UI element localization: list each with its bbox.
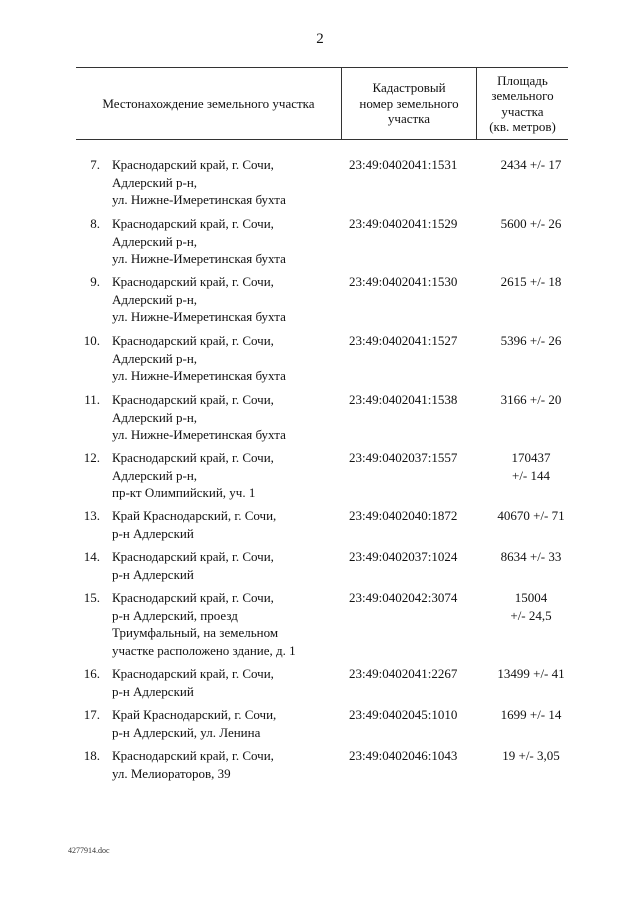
row-address: Краснодарский край, г. Сочи, р-н Адлерский, проезд Триумфальный, на земельном участке расположено здание, д. 1 (112, 590, 296, 658)
row-cadastral-number: 23:49:0402037:1024 (349, 549, 458, 564)
row-area: 1699 +/- 14 (500, 707, 562, 722)
row-number: 12. (83, 450, 100, 465)
row-area: 19 +/- 3,05 (502, 748, 560, 763)
row-area: 170437 +/- 144 (511, 450, 551, 483)
row-cadastral-number: 23:49:0402041:1531 (349, 157, 458, 172)
row-address: Краснодарский край, г. Сочи, Адлерский р-н, ул. Нижне-Имеретинская бухта (112, 333, 286, 383)
row-area: 2615 +/- 18 (500, 274, 562, 289)
row-cadastral-number: 23:49:0402041:2267 (349, 666, 458, 681)
row-area: 40670 +/- 71 (497, 508, 565, 523)
row-number: 14. (83, 549, 100, 564)
row-address: Краснодарский край, г. Сочи, р-н Адлерский (112, 549, 274, 582)
row-cadastral-number: 23:49:0402046:1043 (349, 748, 458, 763)
row-number: 9. (90, 274, 100, 289)
row-area: 13499 +/- 41 (497, 666, 565, 681)
row-area: 3166 +/- 20 (500, 392, 562, 407)
row-address: Краснодарский край, г. Сочи, Адлерский р-н, ул. Нижне-Имеретинская бухта (112, 157, 286, 207)
row-address: Край Краснодарский, г. Сочи, р-н Адлерский (112, 508, 277, 541)
row-area: 5396 +/- 26 (500, 333, 562, 348)
row-cadastral-number: 23:49:0402041:1527 (349, 333, 458, 348)
row-cadastral-number: 23:49:0402042:3074 (349, 590, 458, 605)
column-header-cadastral-number: Кадастровый номер земельного участка (359, 80, 459, 127)
table-header (76, 67, 568, 140)
row-cadastral-number: 23:49:0402040:1872 (349, 508, 458, 523)
document-file-id: 4277914.doc (68, 846, 110, 855)
row-address: Краснодарский край, г. Сочи, Адлерский р-н, ул. Нижне-Имеретинская бухта (112, 392, 286, 442)
row-number: 8. (90, 216, 100, 231)
row-area: 8634 +/- 33 (500, 549, 562, 564)
row-cadastral-number: 23:49:0402045:1010 (349, 707, 458, 722)
row-address: Краснодарский край, г. Сочи, р-н Адлерский (112, 666, 274, 699)
row-address: Краснодарский край, г. Сочи, Адлерский р-н, ул. Нижне-Имеретинская бухта (112, 274, 286, 324)
row-cadastral-number: 23:49:0402041:1530 (349, 274, 458, 289)
row-area: 5600 +/- 26 (500, 216, 562, 231)
row-cadastral-number: 23:49:0402037:1557 (349, 450, 458, 465)
row-number: 15. (83, 590, 100, 605)
row-area: 2434 +/- 17 (500, 157, 562, 172)
row-address: Краснодарский край, г. Сочи, Адлерский р-н, ул. Нижне-Имеретинская бухта (112, 216, 286, 266)
column-header-area: Площадь земельного участка (кв. метров) (489, 72, 556, 134)
row-number: 7. (90, 157, 100, 172)
row-number: 17. (83, 707, 100, 722)
row-number: 18. (83, 748, 100, 763)
row-number: 16. (83, 666, 100, 681)
row-address: Краснодарский край, г. Сочи, ул. Мелиораторов, 39 (112, 748, 274, 781)
row-address: Край Краснодарский, г. Сочи, р-н Адлерский, ул. Ленина (112, 707, 277, 740)
row-number: 13. (83, 508, 100, 523)
row-cadastral-number: 23:49:0402041:1529 (349, 216, 458, 231)
row-address: Краснодарский край, г. Сочи, Адлерский р-н, пр-кт Олимпийский, уч. 1 (112, 450, 274, 500)
column-header-location: Местонахождение земельного участка (102, 95, 315, 111)
row-number: 10. (83, 333, 100, 348)
row-number: 11. (84, 392, 100, 407)
row-cadastral-number: 23:49:0402041:1538 (349, 392, 458, 407)
page-number: 2 (316, 31, 324, 47)
row-area: 15004 +/- 24,5 (510, 590, 552, 623)
